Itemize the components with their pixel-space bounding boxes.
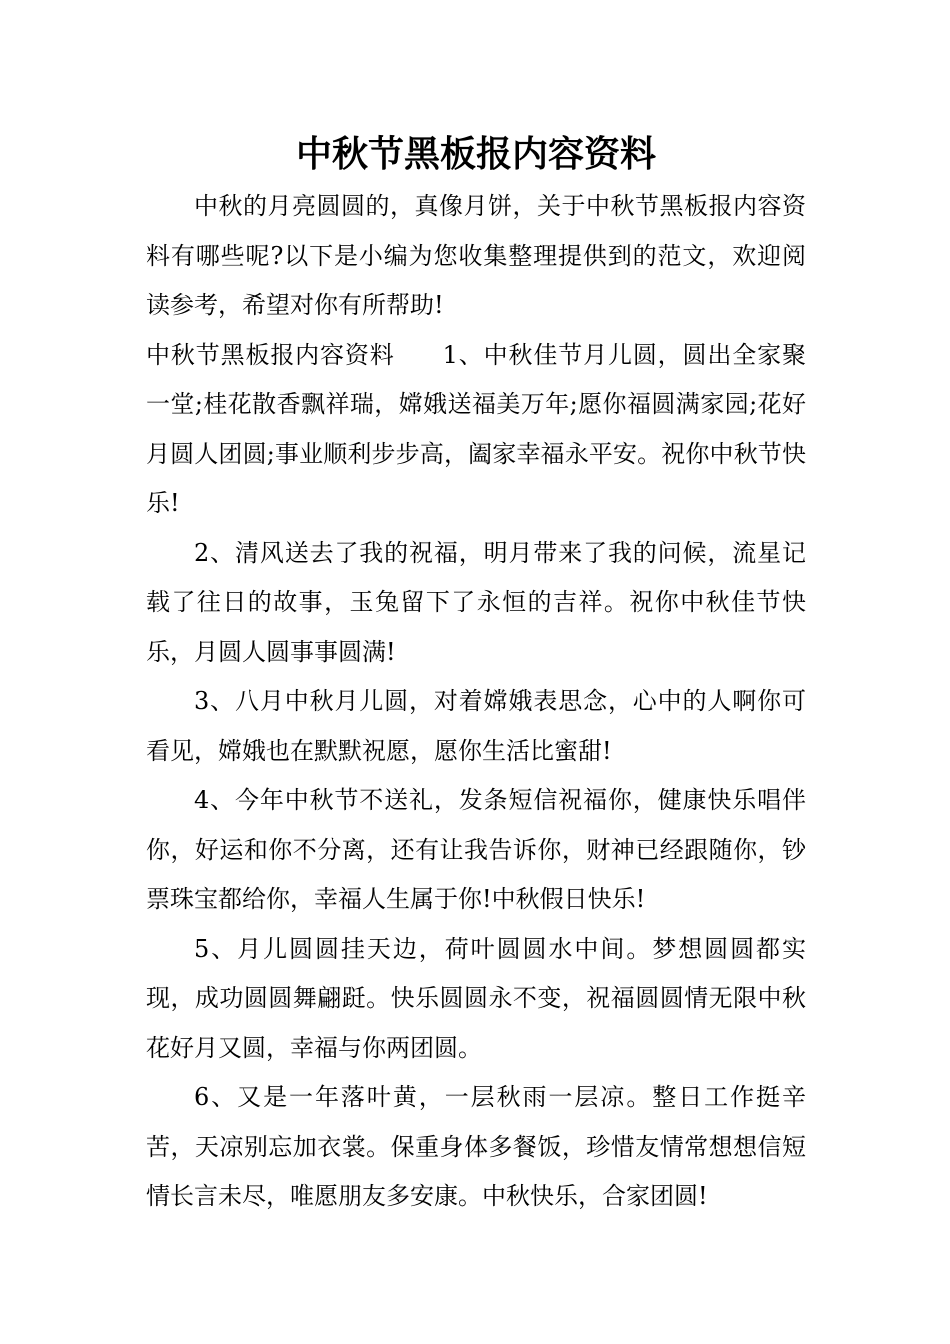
section-first-item [146, 331, 806, 529]
item-1-text: 1、中秋佳节月儿圆，圆出全家聚一堂;桂花散香飘祥瑞，嫦娥送福美万年;愿你福圆满家园;花好月圆人团圆;事业顺利步步高，阖家幸福永平安。祝你中秋节快乐! [146, 340, 806, 517]
document-page [146, 128, 806, 1222]
item-2-paragraph: 2、清风送去了我的祝福，明月带来了我的问候，流星记载了往日的故事，玉兔留下了永恒的吉祥。祝你中秋佳节快乐，月圆人圆事事圆满! [146, 538, 806, 666]
item-3-paragraph: 3、八月中秋月儿圆，对着嫦娥表思念，心中的人啊你可看见，嫦娥也在默默祝愿，愿你生活比蜜甜! [146, 687, 806, 765]
item-4-paragraph: 4、今年中秋节不送礼，发条短信祝福你，健康快乐唱伴你，好运和你不分离，还有让我告诉你，财神已经跟随你，钞票珠宝都给你，幸福人生属于你!中秋假日快乐! [146, 786, 806, 913]
intro-paragraph: 中秋的月亮圆圆的，真像月饼，关于中秋节黑板报内容资料有哪些呢?以下是小编为您收集整理提供到的范文，欢迎阅读参考，希望对你有所帮助! [146, 192, 806, 319]
item-6-paragraph: 6、又是一年落叶黄，一层秋雨一层凉。整日工作挺辛苦，天凉别忘加衣裳。保重身体多餐饭，珍惜友情常想想信短情长言未尽，唯愿朋友多安康。中秋快乐，合家团圆! [146, 1083, 806, 1210]
section-label: 中秋节黑板报内容资料 [146, 340, 395, 369]
document-title: 中秋节黑板报内容资料 [295, 133, 656, 175]
item-5-paragraph: 5、月儿圆圆挂天边，荷叶圆圆水中间。梦想圆圆都实现，成功圆圆舞翩跹。快乐圆圆永不变，祝福圆圆情无限中秋花好月又圆，幸福与你两团圆。 [146, 934, 806, 1062]
